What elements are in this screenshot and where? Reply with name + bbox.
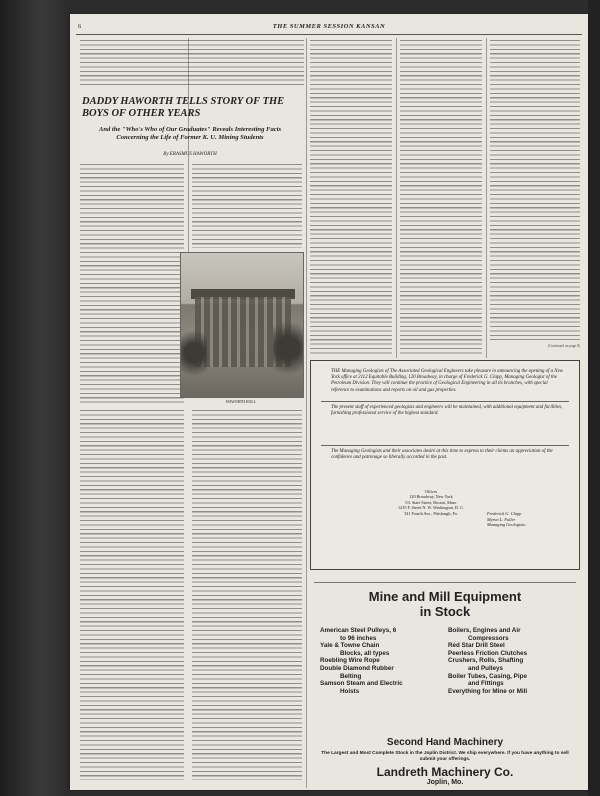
equipment-item: Belting	[340, 672, 362, 680]
signature-block	[487, 511, 567, 528]
newspaper-page	[70, 14, 588, 790]
office-address: 111 State Street, Boston, Mass.	[404, 499, 458, 505]
text-block	[400, 40, 482, 356]
offices-list	[371, 489, 491, 516]
column-rule	[306, 38, 307, 788]
equipment-item: Double Diamond Rubber	[320, 664, 394, 672]
equipment-item: Peerless Friction Clutches	[448, 649, 528, 657]
equipment-item: Yale & Towne Chain	[320, 642, 380, 650]
equipment-item: Red Star Drill Steel	[448, 642, 505, 650]
photo-caption: HAWORTH HALL	[226, 400, 256, 404]
company-name: Landreth Machinery Co.	[376, 765, 514, 779]
equipment-list-right	[448, 627, 576, 695]
geologists-ad	[310, 360, 580, 570]
office-address: 120 Broadway, New York	[409, 494, 453, 500]
text-block	[310, 40, 392, 356]
second-hand-heading: Second Hand Machinery	[386, 737, 504, 748]
equipment-item: Compressors	[468, 634, 509, 642]
signer: Myron L. Fuller	[487, 516, 516, 522]
equipment-list-left	[320, 627, 440, 695]
offices-title: Offices	[424, 489, 438, 494]
article-headline: DADDY HAWORTH TELLS STORY OF THE BOYS OF OTHER YEARS	[82, 96, 285, 119]
scan-right-edge	[588, 0, 600, 796]
signer: Frederick G. Clapp	[487, 511, 522, 516]
article-subhead: And the "Who's Who of Our Graduates" Reveals Interesting Facts Concerning the Life of Former K. U. Mining Students	[98, 126, 282, 141]
divider	[321, 445, 569, 446]
equipment-item: and Pulleys	[468, 664, 503, 672]
haworth-hall-photo	[180, 252, 304, 398]
equipment-item: Everything for Mine or Mill	[448, 687, 528, 695]
ad-paragraph: The Managing Geologists and their associates desire at this time to express to their clients an appreciation of the confidence and patronage so liberally accorded in the past.	[331, 449, 553, 461]
office-address: 341 Fourth Ave., Pittsburgh, Pa.	[404, 510, 458, 516]
page-number: 6	[78, 23, 82, 30]
equipment-item: Blocks, all types	[340, 649, 390, 657]
text-block	[80, 164, 184, 404]
ad-paragraph: THE Managing Geologists of The Associated Geological Engineers take pleasure in announcing the opening of a New York office at 2112 Equitable Building, 120 Broadway, in charge of Frederick G. Clapp, Managing Geologist of the Petroleum Division. They will continue the practice of Geological Engineering in all its branches, with special reference to examinations and reports on oil and gas properties.	[331, 369, 564, 393]
scan-left-edge	[0, 0, 70, 796]
ad-paragraph: The present staff of experienced geologists and engineers will be maintained, with additional equipment and facilities, furnishing professional service of the highest standard.	[331, 405, 563, 417]
company-city: Joplin, Mo.	[426, 779, 464, 786]
equipment-item: Hoists	[340, 687, 360, 695]
second-hand-text: The Largest and Most Complete Stock in the Joplin District. We ship everywhere. If you have anything to sell submit your offerings.	[321, 751, 569, 762]
page-header	[76, 20, 582, 35]
equipment-item: Boiler Tubes, Casing, Pipe	[448, 672, 527, 680]
text-block	[192, 410, 302, 780]
ad-title-line: in Stock	[419, 604, 471, 619]
divider	[321, 401, 569, 402]
text-block	[80, 40, 304, 88]
ad-title	[314, 589, 576, 619]
office-address: 1235 F. Street N. W. Washington, D. C.	[398, 505, 464, 511]
ad-title-line: Mine and Mill Equipment	[368, 589, 522, 604]
text-block	[192, 164, 302, 248]
equipment-item: American Steel Pulleys, 6	[320, 627, 397, 634]
equipment-item: Roebling Wire Rope	[320, 657, 380, 665]
equipment-item: and Fittings	[468, 680, 504, 688]
text-block	[80, 410, 184, 780]
article-byline: By ERASMUS HAWORTH	[163, 152, 217, 157]
mine-mill-ad	[314, 582, 576, 786]
equipment-item: to 96 inches	[340, 634, 377, 642]
signer-title: Managing Geologists.	[487, 522, 527, 528]
column-rule	[396, 38, 397, 358]
column-rule	[486, 38, 487, 358]
newspaper-title: THE SUMMER SESSION KANSAN	[272, 23, 386, 30]
text-block	[490, 40, 580, 340]
equipment-item: Crushers, Rolls, Shafting	[448, 657, 524, 665]
equipment-item: Boilers, Engines and Air	[448, 627, 521, 634]
equipment-item: Samson Steam and Electric	[320, 680, 403, 688]
continued-note: (Continued on page 8)	[547, 344, 580, 348]
